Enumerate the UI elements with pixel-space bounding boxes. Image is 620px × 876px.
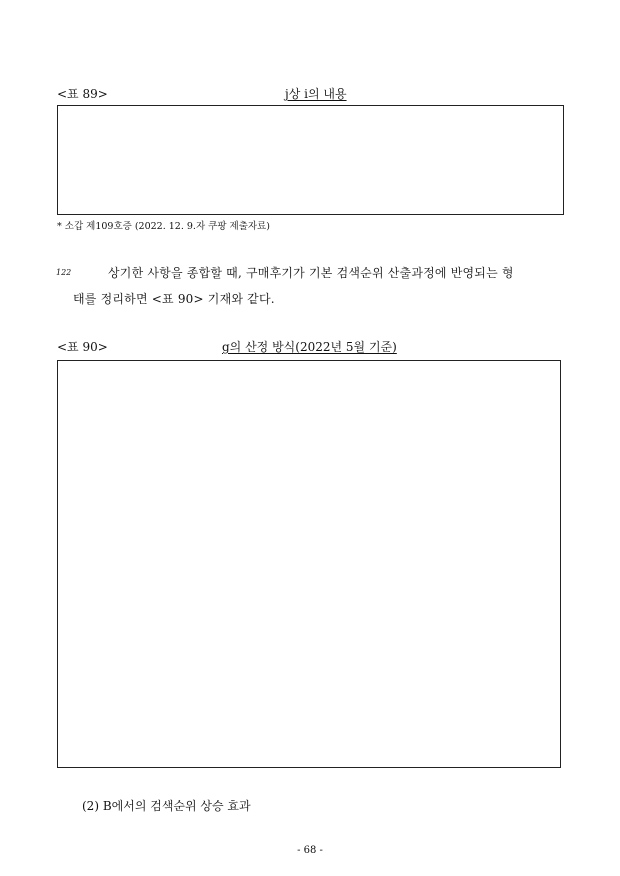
section-heading: (2) B에서의 검색순위 상승 효과 bbox=[82, 799, 251, 813]
table-90-box bbox=[57, 360, 561, 768]
paragraph-line-1: 상기한 사항을 종합할 때, 구매후기가 기본 검색순위 산출과정에 반영되는 형 bbox=[108, 266, 514, 280]
table-89-title: j상 i의 내용 bbox=[285, 87, 347, 101]
table-89-box bbox=[57, 105, 564, 215]
table-90-label: <표 90> bbox=[57, 340, 108, 354]
table-90-title: g의 산정 방식(2022년 5월 기준) bbox=[222, 340, 397, 354]
paragraph-number: 122 bbox=[56, 268, 72, 277]
page-number: - 68 - bbox=[297, 845, 323, 856]
paragraph-line-2: 태를 정리하면 <표 90> 기재와 같다. bbox=[73, 292, 275, 306]
table-89-label: <표 89> bbox=[57, 87, 108, 101]
table-89-source-note: * 소갑 제109호증 (2022. 12. 9.자 쿠팡 제출자료) bbox=[57, 221, 270, 232]
